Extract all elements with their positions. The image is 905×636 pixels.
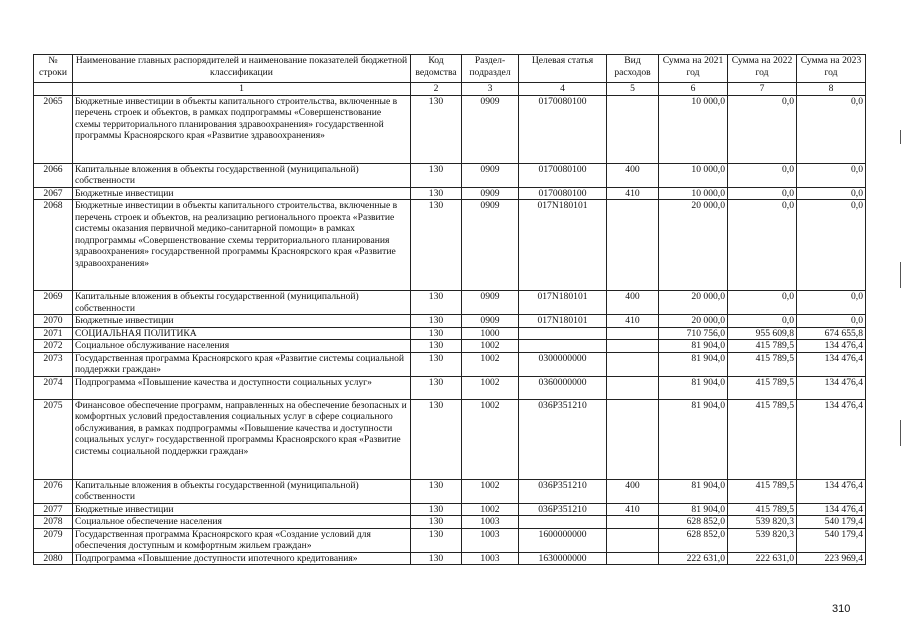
row-number: 2079 <box>34 528 73 552</box>
target-article <box>519 340 607 353</box>
sum-2022: 0,0 <box>728 95 797 163</box>
expense-type: 410 <box>607 187 659 200</box>
column-number: 2 <box>411 83 462 96</box>
row-number: 2077 <box>34 503 73 516</box>
section-code: 1003 <box>462 516 519 529</box>
row-name: Капитальные вложения в объекты государственной (муниципальной) собственности <box>73 479 411 503</box>
sum-2022: 539 820,3 <box>728 528 797 552</box>
table-row <box>34 516 866 529</box>
row-number: 2080 <box>34 552 73 565</box>
target-article <box>519 516 607 529</box>
column-number: 7 <box>728 83 797 96</box>
column-numbers-row <box>34 83 866 96</box>
row-number: 2074 <box>34 376 73 399</box>
expense-type <box>607 399 659 479</box>
column-number: 1 <box>73 83 411 96</box>
target-article: 0170080100 <box>519 187 607 200</box>
row-name: Государственная программа Красноярского края «Развитие системы социальной поддержки граждан» <box>73 352 411 376</box>
sum-2022: 0,0 <box>728 187 797 200</box>
header-sum-2021: Сумма на 2021 год <box>659 55 728 83</box>
column-number: 3 <box>462 83 519 96</box>
department-code: 130 <box>411 315 462 328</box>
row-name: Социальное обеспечение населения <box>73 516 411 529</box>
sum-2023: 0,0 <box>797 163 866 187</box>
sum-2022: 0,0 <box>728 163 797 187</box>
target-article: 036P351210 <box>519 399 607 479</box>
department-code: 130 <box>411 399 462 479</box>
row-name: Бюджетные инвестиции <box>73 315 411 328</box>
table-row <box>34 399 866 479</box>
header-name: Наименование главных распорядителей и наименование показателей бюджетной классификации <box>73 55 411 83</box>
scan-mark <box>900 130 901 144</box>
scan-mark <box>900 420 901 446</box>
sum-2023: 540 179,4 <box>797 528 866 552</box>
header-sum-2022: Сумма на 2022 год <box>728 55 797 83</box>
scan-mark <box>900 262 901 288</box>
expense-type: 400 <box>607 291 659 315</box>
row-number: 2073 <box>34 352 73 376</box>
row-number: 2067 <box>34 187 73 200</box>
sum-2022: 415 789,5 <box>728 503 797 516</box>
expense-type <box>607 552 659 565</box>
row-name: Социальное обслуживание населения <box>73 340 411 353</box>
row-number: 2068 <box>34 200 73 291</box>
sum-2022: 0,0 <box>728 315 797 328</box>
sum-2022: 222 631,0 <box>728 552 797 565</box>
expense-type <box>607 528 659 552</box>
department-code: 130 <box>411 340 462 353</box>
column-number <box>34 83 73 96</box>
department-code: 130 <box>411 187 462 200</box>
sum-2023: 134 476,4 <box>797 479 866 503</box>
department-code: 130 <box>411 95 462 163</box>
table-row <box>34 315 866 328</box>
table-row <box>34 291 866 315</box>
table-row <box>34 352 866 376</box>
sum-2022: 0,0 <box>728 291 797 315</box>
column-number: 4 <box>519 83 607 96</box>
section-code: 1003 <box>462 528 519 552</box>
department-code: 130 <box>411 376 462 399</box>
department-code: 130 <box>411 516 462 529</box>
row-number: 2065 <box>34 95 73 163</box>
column-number: 6 <box>659 83 728 96</box>
target-article: 0170080100 <box>519 95 607 163</box>
expense-type <box>607 200 659 291</box>
row-number: 2070 <box>34 315 73 328</box>
target-article: 036P351210 <box>519 503 607 516</box>
sum-2022: 415 789,5 <box>728 399 797 479</box>
target-article: 0360000000 <box>519 376 607 399</box>
sum-2022: 539 820,3 <box>728 516 797 529</box>
row-number: 2066 <box>34 163 73 187</box>
row-name: Бюджетные инвестиции в объекты капитального строительства, включенные в перечень строек и объектов, на реализацию регионального проекта «Развитие системы оказания первичной медико-санитарной помощи» в рамках подпрограммы «Совершенствование схемы территориального планирования здравоохранения» государственной программы Красноярского края «Развитие здравоохранения» <box>73 200 411 291</box>
header-row <box>34 55 866 83</box>
sum-2023: 0,0 <box>797 95 866 163</box>
sum-2022: 415 789,5 <box>728 479 797 503</box>
sum-2023: 134 476,4 <box>797 340 866 353</box>
row-name: Подпрограмма «Повышение доступности ипотечного кредитования» <box>73 552 411 565</box>
sum-2021: 81 904,0 <box>659 352 728 376</box>
header-section: Раздел-подраздел <box>462 55 519 83</box>
sum-2023: 674 655,8 <box>797 327 866 340</box>
section-code: 1002 <box>462 352 519 376</box>
section-code: 1002 <box>462 376 519 399</box>
section-code: 1002 <box>462 479 519 503</box>
target-article: 017N180101 <box>519 200 607 291</box>
expense-type: 410 <box>607 503 659 516</box>
target-article <box>519 327 607 340</box>
sum-2023: 0,0 <box>797 315 866 328</box>
row-name: Капитальные вложения в объекты государственной (муниципальной) собственности <box>73 291 411 315</box>
row-number: 2076 <box>34 479 73 503</box>
target-article: 0300000000 <box>519 352 607 376</box>
department-code: 130 <box>411 291 462 315</box>
row-name: Финансовое обеспечение программ, направленных на обеспечение безопасных и комфортных условий предоставления социальных услуг в сфере социального обслуживания, в рамках подпрограммы «Повышение качества и доступности социальных услуг» государственной программы Красноярского края «Развитие системы социальной поддержки граждан» <box>73 399 411 479</box>
expense-type: 400 <box>607 163 659 187</box>
expense-type <box>607 327 659 340</box>
header-target-article: Целевая статья <box>519 55 607 83</box>
sum-2021: 20 000,0 <box>659 315 728 328</box>
sum-2021: 10 000,0 <box>659 163 728 187</box>
department-code: 130 <box>411 552 462 565</box>
sum-2022: 415 789,5 <box>728 376 797 399</box>
table-row <box>34 200 866 291</box>
sum-2023: 134 476,4 <box>797 376 866 399</box>
sum-2021: 81 904,0 <box>659 399 728 479</box>
sum-2023: 134 476,4 <box>797 399 866 479</box>
section-code: 0909 <box>462 95 519 163</box>
sum-2021: 81 904,0 <box>659 503 728 516</box>
sum-2021: 20 000,0 <box>659 200 728 291</box>
section-code: 0909 <box>462 200 519 291</box>
sum-2021: 710 756,0 <box>659 327 728 340</box>
table-row <box>34 528 866 552</box>
row-name: Бюджетные инвестиции <box>73 187 411 200</box>
section-code: 0909 <box>462 291 519 315</box>
sum-2023: 540 179,4 <box>797 516 866 529</box>
expense-type <box>607 516 659 529</box>
row-number: 2078 <box>34 516 73 529</box>
sum-2022: 0,0 <box>728 200 797 291</box>
sum-2021: 81 904,0 <box>659 479 728 503</box>
sum-2023: 223 969,4 <box>797 552 866 565</box>
section-code: 0909 <box>462 315 519 328</box>
sum-2022: 955 609,8 <box>728 327 797 340</box>
sum-2023: 0,0 <box>797 200 866 291</box>
row-name: СОЦИАЛЬНАЯ ПОЛИТИКА <box>73 327 411 340</box>
expense-type <box>607 340 659 353</box>
header-sum-2023: Сумма на 2023 год <box>797 55 866 83</box>
sum-2023: 0,0 <box>797 187 866 200</box>
sum-2021: 10 000,0 <box>659 187 728 200</box>
header-row-number: № строки <box>34 55 73 83</box>
section-code: 1000 <box>462 327 519 340</box>
table-row <box>34 327 866 340</box>
page-number: 310 <box>832 603 851 615</box>
row-name: Государственная программа Красноярского края «Создание условий для обеспечения доступным и комфортным жильем граждан» <box>73 528 411 552</box>
table-row <box>34 187 866 200</box>
target-article: 1630000000 <box>519 552 607 565</box>
sum-2021: 81 904,0 <box>659 376 728 399</box>
department-code: 130 <box>411 479 462 503</box>
section-code: 0909 <box>462 187 519 200</box>
section-code: 1002 <box>462 340 519 353</box>
sum-2023: 0,0 <box>797 291 866 315</box>
row-number: 2071 <box>34 327 73 340</box>
row-name: Бюджетные инвестиции <box>73 503 411 516</box>
row-name: Бюджетные инвестиции в объекты капитального строительства, включенные в перечень строек и объектов, в рамках подпрограммы «Совершенствование схемы территориального планирования здравоохранения» государственной программы Красноярского края «Развитие здравоохранения» <box>73 95 411 163</box>
department-code: 130 <box>411 503 462 516</box>
sum-2021: 20 000,0 <box>659 291 728 315</box>
column-number: 5 <box>607 83 659 96</box>
target-article: 036P351210 <box>519 479 607 503</box>
row-name: Капитальные вложения в объекты государственной (муниципальной) собственности <box>73 163 411 187</box>
column-number: 8 <box>797 83 866 96</box>
target-article: 1600000000 <box>519 528 607 552</box>
header-department-code: Код ведомства <box>411 55 462 83</box>
target-article: 017N180101 <box>519 315 607 328</box>
row-number: 2075 <box>34 399 73 479</box>
row-number: 2069 <box>34 291 73 315</box>
sum-2021: 222 631,0 <box>659 552 728 565</box>
sum-2021: 628 852,0 <box>659 528 728 552</box>
section-code: 1003 <box>462 552 519 565</box>
section-code: 1002 <box>462 503 519 516</box>
sum-2021: 10 000,0 <box>659 95 728 163</box>
sum-2023: 134 476,4 <box>797 352 866 376</box>
header-expense-type: Вид расходов <box>607 55 659 83</box>
expense-type <box>607 376 659 399</box>
table-row <box>34 340 866 353</box>
sum-2023: 134 476,4 <box>797 503 866 516</box>
sum-2022: 415 789,5 <box>728 352 797 376</box>
department-code: 130 <box>411 327 462 340</box>
department-code: 130 <box>411 163 462 187</box>
expense-type <box>607 352 659 376</box>
target-article: 0170080100 <box>519 163 607 187</box>
budget-table <box>33 54 866 565</box>
section-code: 0909 <box>462 163 519 187</box>
department-code: 130 <box>411 528 462 552</box>
sum-2021: 81 904,0 <box>659 340 728 353</box>
expense-type <box>607 95 659 163</box>
table-row <box>34 479 866 503</box>
department-code: 130 <box>411 352 462 376</box>
section-code: 1002 <box>462 399 519 479</box>
sum-2022: 415 789,5 <box>728 340 797 353</box>
table-row <box>34 503 866 516</box>
table-row <box>34 376 866 399</box>
table-row <box>34 95 866 163</box>
expense-type: 400 <box>607 479 659 503</box>
department-code: 130 <box>411 200 462 291</box>
row-name: Подпрограмма «Повышение качества и доступности социальных услуг» <box>73 376 411 399</box>
table-row <box>34 163 866 187</box>
expense-type: 410 <box>607 315 659 328</box>
sum-2021: 628 852,0 <box>659 516 728 529</box>
target-article: 017N180101 <box>519 291 607 315</box>
row-number: 2072 <box>34 340 73 353</box>
table-row <box>34 552 866 565</box>
